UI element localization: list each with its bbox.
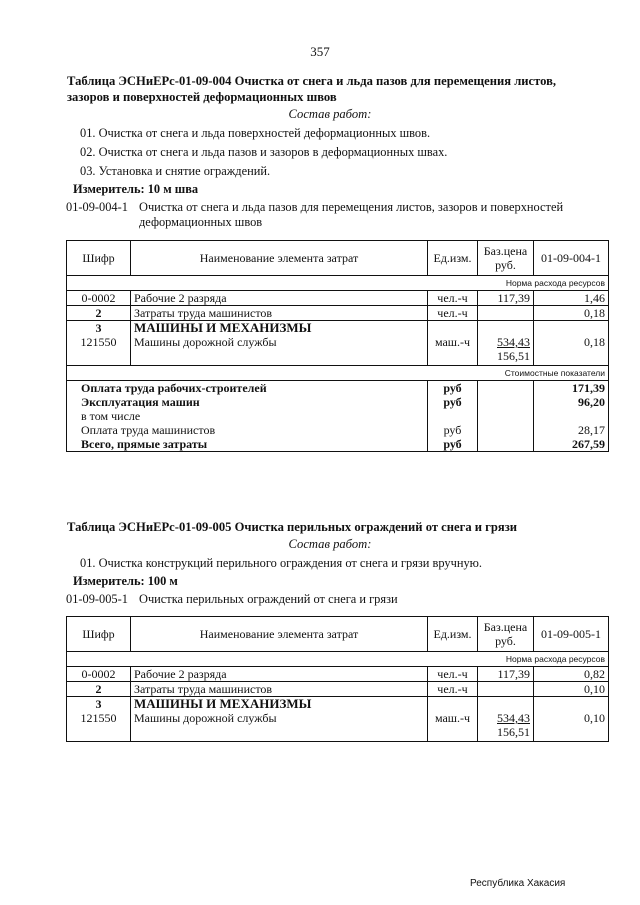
cost-row: Всего, прямые затраты руб 267,59: [67, 437, 609, 452]
header-norm-code: 01-09-004-1: [534, 241, 609, 276]
table-row: 121550 Машины дорожной службы маш.-ч 534,43 156,51 0,18: [67, 335, 609, 365]
table1-work-1: 01. Очистка от снега и льда поверхностей деформационных швов.: [80, 126, 431, 140]
header-name: Наименование элемента затрат: [131, 241, 428, 276]
header-code: Шифр: [67, 617, 131, 652]
cost-row: Оплата труда рабочих-строителей руб 171,39: [67, 380, 609, 395]
table-row: 2 Затраты труда машинистов чел.-ч 0,18: [67, 306, 609, 321]
cost-caption: Стоимостные показатели: [67, 365, 609, 380]
table2-work-1: 01. Очистка конструкций перильного ограждения от снега и грязи вручную.: [80, 556, 483, 570]
page-number: 357: [310, 44, 330, 59]
table2-measure: Измеритель: 100 м: [73, 574, 178, 588]
table1-title-line1: Таблица ЭСНиЕРс-01-09-004 Очистка от снега и льда пазов для перемещения листов,: [67, 74, 557, 88]
table1-work-3: 03. Установка и снятие ограждений.: [80, 164, 271, 178]
table-row: 121550 Машины дорожной службы маш.-ч 534,43 156,51 0,10: [67, 711, 609, 741]
table-row: 0-0002 Рабочие 2 разряда чел.-ч 117,39 1,46: [67, 291, 609, 306]
table2-composition-title: Состав работ:: [288, 537, 372, 551]
header-norm-code: 01-09-005-1: [534, 617, 609, 652]
table1-code-text1: Очистка от снега и льда пазов для перемещения листов, зазоров и поверхностей: [139, 200, 564, 214]
header-unit: Ед.изм.: [428, 241, 478, 276]
table1-code-line: [66, 200, 563, 230]
table-row: 0-0002 Рабочие 2 разряда чел.-ч 117,39 0,82: [67, 667, 609, 682]
footer-region: Республика Хакасия: [470, 878, 566, 889]
table2-code-text1: Очистка перильных ограждений от снега и грязи: [139, 592, 398, 606]
table1-code: 01-09-004-1: [66, 200, 128, 214]
cost-row: Эксплуатация машин руб 96,20: [67, 395, 609, 409]
table2-code: 01-09-005-1: [66, 592, 128, 606]
table-row: 2 Затраты труда машинистов чел.-ч 0,10: [67, 682, 609, 697]
header-unit: Ед.изм.: [428, 617, 478, 652]
resource-table-1: [66, 240, 609, 452]
table1-composition-title: Состав работ:: [288, 107, 372, 121]
table1-title-line2: зазоров и поверхностей деформационных швов: [67, 90, 337, 104]
header-price: Баз.цена руб.: [478, 617, 534, 652]
table2-title: Таблица ЭСНиЕРс-01-09-005 Очистка перильных ограждений от снега и грязи: [67, 520, 518, 534]
norm-caption: Норма расхода ресурсов: [67, 652, 609, 667]
header-price: Баз.цена руб.: [478, 241, 534, 276]
resource-table-2: [66, 616, 609, 742]
norm-caption: Норма расхода ресурсов: [67, 276, 609, 291]
table-row: 3 МАШИНЫ И МЕХАНИЗМЫ: [67, 697, 609, 712]
table1-measure: Измеритель: 10 м шва: [73, 182, 199, 196]
table-row: 3 МАШИНЫ И МЕХАНИЗМЫ: [67, 321, 609, 336]
header-code: Шифр: [67, 241, 131, 276]
table1-work-2: 02. Очистка от снега и льда пазов и зазоров в деформационных швах.: [80, 145, 448, 159]
table1-code-text2: деформационных швов: [139, 215, 263, 229]
cost-row: в том числе: [67, 409, 609, 423]
header-name: Наименование элемента затрат: [131, 617, 428, 652]
table2-code-line: [66, 592, 398, 607]
cost-row: Оплата труда машинистов руб 28,17: [67, 423, 609, 437]
